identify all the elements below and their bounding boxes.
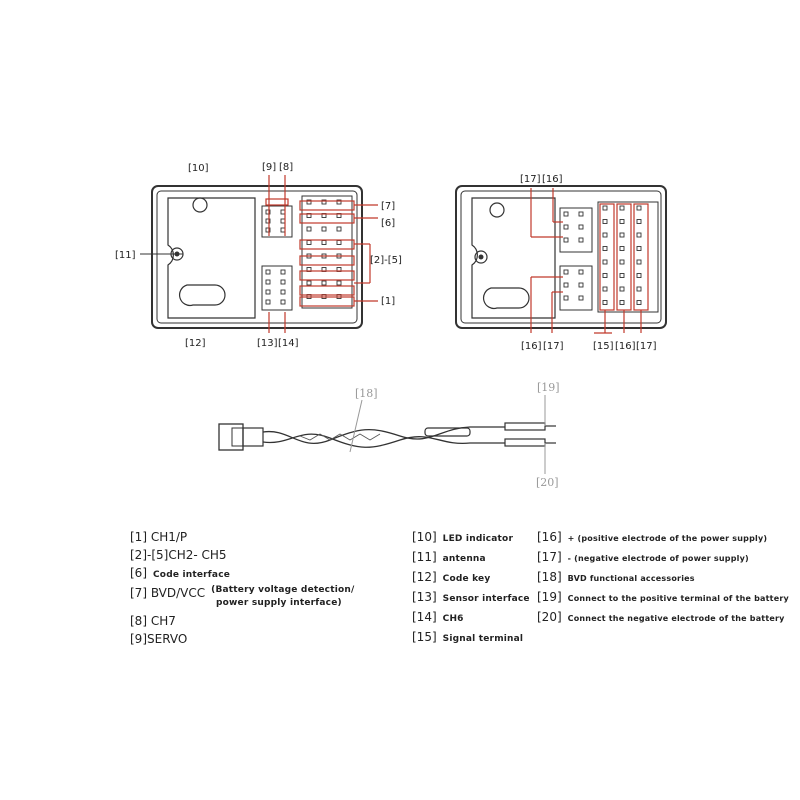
right-receiver (456, 174, 666, 352)
label-code: [6] (381, 218, 396, 229)
label-20: [20] (536, 476, 559, 489)
led-indicator (193, 198, 207, 212)
header-pin (620, 247, 624, 251)
right-leader-lines (531, 188, 648, 333)
legend-item-17: [17] - (negative electrode of power supply) (537, 550, 749, 564)
header-pin (281, 280, 285, 284)
header-pin (266, 290, 270, 294)
channel-header (598, 202, 658, 312)
sensor-ch6-header (262, 266, 292, 310)
header-pin (337, 281, 341, 285)
header-pin (337, 241, 341, 245)
header-pin (266, 300, 270, 304)
header-pin (620, 287, 624, 291)
header-pin (579, 296, 583, 300)
legend-item-18: [18] BVD functional accessories (537, 570, 695, 584)
header-pin (637, 247, 641, 251)
legend-item-15: [15] Signal terminal (412, 630, 524, 644)
legend-item-20: [20] Connect the negative electrode of the battery (537, 610, 785, 624)
legend-item-11: [11] antenna (412, 550, 486, 564)
header-pin (564, 238, 568, 242)
header-pin (620, 260, 624, 264)
header-pin (564, 212, 568, 216)
connector-latch (232, 428, 243, 446)
header-pin (637, 274, 641, 278)
header-pin (266, 280, 270, 284)
header-pin (603, 233, 607, 237)
label-antenna: [11] (115, 250, 136, 261)
header-pin (322, 227, 326, 231)
legend-item-10: [10] LED indicator (412, 530, 514, 544)
led-indicator (490, 203, 504, 217)
header-pin (637, 233, 641, 237)
wire-twist (300, 434, 380, 440)
header-pin (620, 206, 624, 210)
label-ch6: [14] (278, 338, 299, 349)
header-pin (322, 241, 326, 245)
legend-col-2 (412, 528, 530, 648)
label-bottom-left: [16] (521, 341, 542, 352)
label-bottom-right: [17] (543, 341, 564, 352)
header-pin (281, 300, 285, 304)
header-pin (579, 238, 583, 242)
label-code-key: [12] (185, 338, 206, 349)
legend-item-19: [19] Connect to the positive terminal of the battery (537, 590, 789, 604)
legend-item-13: [13] Sensor interface (412, 590, 530, 604)
legend-col-1 (130, 528, 354, 648)
header-pin (281, 270, 285, 274)
label-19: [19] (537, 381, 560, 394)
header-pin (603, 287, 607, 291)
top-header (560, 208, 592, 252)
legend-item-12: [12] Code key (412, 570, 491, 584)
legend-item-8: [8] CH7 (130, 614, 176, 628)
header-pin (322, 281, 326, 285)
header-pin (620, 233, 624, 237)
code-key (180, 285, 225, 305)
header-pin (620, 274, 624, 278)
header-pin (603, 220, 607, 224)
receiver-case (152, 186, 362, 328)
header-pin (637, 220, 641, 224)
label-led: [10] (188, 163, 209, 174)
code-key (484, 288, 529, 308)
header-pin (620, 220, 624, 224)
legend-item-6: [6] Code interface (130, 566, 231, 580)
header-pin (637, 301, 641, 305)
label-16: [16] (615, 341, 636, 352)
label-ch1: [1] (381, 296, 396, 307)
header-pin (564, 283, 568, 287)
header-pin (579, 270, 583, 274)
receiver-case-inner (157, 191, 357, 323)
leader-18 (350, 400, 362, 452)
header-pin (603, 301, 607, 305)
header-pin (637, 260, 641, 264)
header-pin (603, 206, 607, 210)
header-pin (579, 283, 583, 287)
label-top-right: [16] (542, 174, 563, 185)
receiver-housing (472, 198, 555, 318)
header-pin (637, 206, 641, 210)
legend-col-3 (537, 528, 789, 628)
header-pin (307, 241, 311, 245)
header-pin (603, 247, 607, 251)
legend-item-1: [1] CH1/P (130, 530, 188, 544)
header-pin (603, 274, 607, 278)
left-receiver (115, 162, 402, 349)
legend-item-16: [16] + (positive electrode of the power supply) (537, 530, 768, 544)
header-pin (337, 227, 341, 231)
label-18: [18] (355, 387, 378, 400)
connector-body (243, 428, 263, 446)
legend-item-2-5: [2]-[5]CH2- CH5 (130, 548, 227, 562)
legend-item-14: [14] CH6 (412, 610, 464, 624)
label-15: [15] (593, 341, 614, 352)
label-top-left: [17] (520, 174, 541, 185)
right-pins (564, 206, 641, 305)
terminal-negative (505, 439, 545, 446)
header-pin (307, 281, 311, 285)
header-pin (637, 287, 641, 291)
label-17: [17] (636, 341, 657, 352)
antenna-port-center (479, 255, 484, 260)
header-pin (564, 225, 568, 229)
legend-item-9: [9]SERVO (130, 632, 188, 646)
bvd-cable (219, 381, 560, 489)
bottom-header (560, 266, 592, 310)
label-sensor: [13] (257, 338, 278, 349)
header-pin (307, 227, 311, 231)
header-pin (579, 212, 583, 216)
header-pin (620, 301, 624, 305)
label-ch2-5: [2]-[5] (370, 255, 402, 266)
channel-header (302, 196, 352, 308)
header-pin (603, 260, 607, 264)
header-pin (266, 270, 270, 274)
header-pin (564, 296, 568, 300)
legend-item-7: [7] BVD/VCC (Battery voltage detection/ (130, 585, 355, 600)
label-servo: [9] (262, 162, 277, 173)
terminal-positive (505, 423, 545, 430)
legend-item-7-cont: power supply interface) (216, 598, 342, 608)
inline-fuse (425, 428, 470, 436)
label-ch7: [8] (279, 162, 294, 173)
header-pin (564, 270, 568, 274)
left-pins (266, 200, 341, 304)
header-pin (281, 290, 285, 294)
header-pin (579, 225, 583, 229)
label-bvd: [7] (381, 201, 396, 212)
